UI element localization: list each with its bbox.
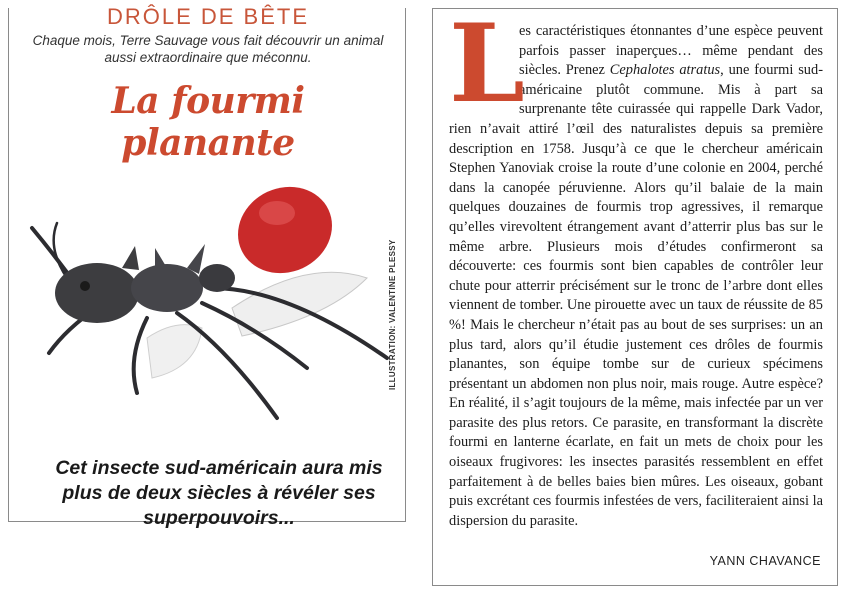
intro-text: Chaque mois, Terre Sauvage vous fait découvrir un animal aussi extraordinaire que méconnu. xyxy=(32,33,384,65)
thorax-spine-2 xyxy=(155,248,167,268)
title-line-1: La fourmi xyxy=(111,80,305,122)
ant-illustration xyxy=(27,168,399,428)
abdomen-highlight xyxy=(259,201,295,225)
species-name: Cephalotes atratus xyxy=(609,62,721,79)
leg xyxy=(134,318,147,393)
article-title xyxy=(9,80,407,164)
illustration-credit: ILLUSTRATION: VALENTINE PLESSY xyxy=(388,239,397,390)
article-author: YANN CHAVANCE xyxy=(709,554,821,568)
article-panel xyxy=(432,1,838,586)
body-part-2: , une fourmi sud-américaine plutôt commune. Mis à part sa surprenante tête cuirassée qui rappelle Dark Vador, rien n’avait attiré l’œil des naturalistes depuis sa première description en 1758. Jusqu’à ce que le chercheur américain Stephen Yanoviak croise la route d’une colonie en 2004, perché dans la canopée péruvienne. Alors qu’il balaie de la main quelques douzaines de fourmis trop agressives, il remarque qu’elles virevoltent étrangement avant d’atterrir plus bas sur le même arbre. Plusieurs mois d’études confirmeront sa découverte: ces fourmis sont bien capables de contrôler leur chute pour atterrir précisément sur le tronc de l’arbre dont elles viennent de tomber. Une pirouette avec un taux de réussite de 85 %! Mais le chercheur n’était pas au bout de ses surprises: un an plus tard, alors qu’il étudie justement ces drôles de fourmis planantes, son équipe tombe sur de curieux spécimens présentant un abdomen non plus noir, mais rouge. Autre espèce? En réalité, il s’agit toujours de la même, mais infectée par un ver parasite des plus retors. Ce parasite, en transformant la discrète fourmi en lanterne écarlate, en fait un mets de choix pour les oiseaux frugivores: les insectes parasités ressemblent en effet parfaitement à de belles baies bien mûres. Les oiseaux, gobant puis excrétant ces fourmis infestées de vers, faciliteraient ainsi la dispersion du parasite. xyxy=(449,62,824,529)
body-part-1: es caractéristiques étonnantes d’une espèce peuvent parfois passer inaperçues… même pendant des siècles. Prenez xyxy=(519,23,823,79)
ant-abdomen xyxy=(224,172,347,289)
wing-sketch-lower xyxy=(147,325,202,378)
feature-panel xyxy=(8,4,406,529)
ant-thorax xyxy=(131,264,203,312)
ant-head xyxy=(55,263,139,323)
ant-eye xyxy=(80,281,90,291)
section-rubric: DRÔLE DE BÊTE xyxy=(9,4,407,30)
head-spine xyxy=(122,246,139,270)
article-subtitle: Cet insecte sud-américain aura mis plus de deux siècles à révéler ses superpouvoirs... xyxy=(55,457,383,529)
title-line-2: planante xyxy=(121,122,295,164)
wing-sketch xyxy=(232,272,367,336)
drop-cap: L xyxy=(449,1,525,127)
ant-petiole xyxy=(199,264,235,292)
